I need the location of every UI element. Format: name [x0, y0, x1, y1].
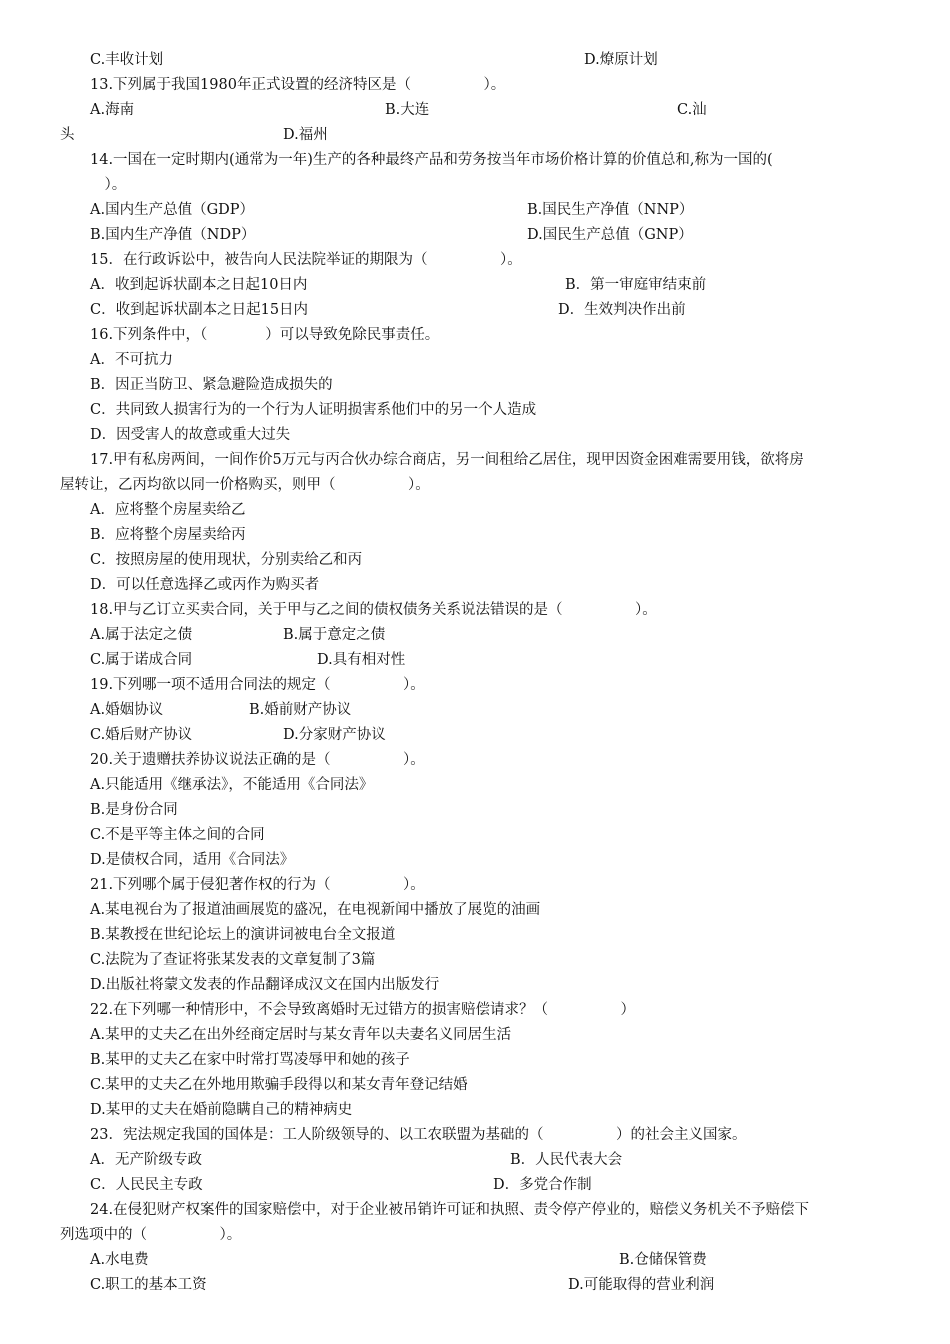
- text-line: [0, 98, 950, 122]
- text-segment: C.法院为了查证将张某发表的文章复制了3篇: [90, 952, 376, 968]
- text-line: [0, 473, 950, 497]
- text-segment: D.分家财产协议: [283, 727, 386, 743]
- text-segment: ）。: [90, 177, 127, 193]
- text-line: [0, 573, 950, 597]
- text-segment: 13.下列属于我国1980年正式设置的经济特区是（ ）。: [90, 77, 506, 93]
- text-line: [0, 498, 950, 522]
- text-segment: B.国民生产净值（NNP）: [527, 202, 694, 218]
- text-segment: B．应将整个房屋卖给丙: [90, 527, 246, 543]
- text-segment: C.职工的基本工资: [90, 1277, 207, 1293]
- text-line: [0, 998, 950, 1022]
- text-line: [0, 1273, 950, 1297]
- text-segment: B.某甲的丈夫乙在家中时常打骂凌辱甲和她的孩子: [90, 1052, 410, 1068]
- text-line: [0, 1223, 950, 1247]
- text-line: [0, 48, 950, 72]
- text-segment: D．可以任意选择乙或丙作为购买者: [90, 577, 320, 593]
- text-line: [0, 823, 950, 847]
- text-line: [0, 373, 950, 397]
- text-segment: C．人民民主专政: [90, 1177, 203, 1193]
- text-line: [0, 1048, 950, 1072]
- text-line: [0, 198, 950, 222]
- text-segment: A.水电费: [90, 1252, 149, 1268]
- text-segment: A.只能适用《继承法》，不能适用《合同法》: [90, 777, 374, 793]
- text-segment: A.某电视台为了报道油画展览的盛况，在电视新闻中播放了展览的油画: [90, 902, 541, 918]
- text-line: [0, 423, 950, 447]
- text-line: [0, 923, 950, 947]
- text-line: [0, 223, 950, 247]
- text-segment: C.婚后财产协议: [90, 727, 193, 743]
- text-segment: 列选项中的（ ）。: [60, 1227, 242, 1243]
- text-line: [0, 448, 950, 472]
- text-segment: B.仓储保管费: [619, 1252, 707, 1268]
- text-line: [0, 798, 950, 822]
- text-line: [0, 848, 950, 872]
- text-segment: A．应将整个房屋卖给乙: [90, 502, 246, 518]
- text-line: [0, 973, 950, 997]
- text-segment: B.某教授在世纪论坛上的演讲词被电台全文报道: [90, 927, 396, 943]
- text-segment: 18.甲与乙订立买卖合同，关于甲与乙之间的债权债务关系说法错误的是（ ）。: [90, 602, 657, 618]
- text-line: [0, 273, 950, 297]
- text-line: [0, 1098, 950, 1122]
- text-segment: B.婚前财产协议: [249, 702, 352, 718]
- text-line: [0, 1248, 950, 1272]
- text-segment: 23．宪法规定我国的国体是：工人阶级领导的、以工农联盟为基础的（ ）的社会主义国家。: [90, 1127, 747, 1143]
- text-segment: D.可能取得的营业利润: [568, 1277, 715, 1293]
- text-segment: C.某甲的丈夫乙在外地用欺骗手段得以和某女青年登记结婚: [90, 1077, 468, 1093]
- text-line: [0, 723, 950, 747]
- text-segment: C．收到起诉状副本之日起15日内: [90, 302, 309, 318]
- text-line: [0, 548, 950, 572]
- text-segment: D.福州: [283, 127, 328, 143]
- text-line: [0, 1023, 950, 1047]
- text-line: [0, 898, 950, 922]
- text-segment: D．生效判决作出前: [558, 302, 686, 318]
- text-line: [0, 1148, 950, 1172]
- text-line: [0, 948, 950, 972]
- text-segment: 16.下列条件中，（ ）可以导致免除民事责任。: [90, 327, 440, 343]
- text-segment: A.海南: [90, 102, 135, 118]
- text-line: [0, 773, 950, 797]
- text-segment: D．因受害人的故意或重大过失: [90, 427, 291, 443]
- text-segment: 头: [60, 127, 75, 143]
- text-segment: D.是债权合同，适用《合同法》: [90, 852, 295, 868]
- text-segment: A.国内生产总值（GDP）: [90, 202, 255, 218]
- text-segment: D.某甲的丈夫在婚前隐瞒自己的精神病史: [90, 1102, 353, 1118]
- text-segment: C.属于诺成合同: [90, 652, 193, 668]
- text-segment: 15．在行政诉讼中，被告向人民法院举证的期限为（ ）。: [90, 252, 522, 268]
- text-segment: D.出版社将蒙文发表的作品翻译成汉文在国内出版发行: [90, 977, 440, 993]
- text-segment: B．人民代表大会: [510, 1152, 623, 1168]
- text-segment: C.丰收计划: [90, 52, 164, 68]
- text-line: [0, 1123, 950, 1147]
- text-line: [0, 673, 950, 697]
- text-segment: A.某甲的丈夫乙在出外经商定居时与某女青年以夫妻名义同居生活: [90, 1027, 512, 1043]
- text-segment: 屋转让，乙丙均欲以同一价格购买，则甲（ ）。: [60, 477, 430, 493]
- text-segment: D.国民生产总值（GNP）: [527, 227, 693, 243]
- text-segment: B.是身份合同: [90, 802, 178, 818]
- text-line: [0, 1073, 950, 1097]
- text-segment: 14.一国在一定时期内(通常为一年)生产的各种最终产品和劳务按当年市场价格计算的价值总和,称为一国的(: [90, 152, 773, 168]
- text-line: [0, 148, 950, 172]
- text-line: [0, 648, 950, 672]
- text-line: [0, 248, 950, 272]
- text-segment: D．多党合作制: [493, 1177, 592, 1193]
- text-line: [0, 123, 950, 147]
- text-line: [0, 348, 950, 372]
- text-segment: 17.甲有私房两间，一间作价5万元与丙合伙办综合商店，另一间租给乙居住，现甲因资金困难需要用钱，欲将房: [90, 452, 804, 468]
- text-segment: C．共同致人损害行为的一个行为人证明损害系他们中的另一个人造成: [90, 402, 537, 418]
- text-line: [0, 623, 950, 647]
- text-line: [0, 173, 950, 197]
- text-line: [0, 523, 950, 547]
- text-segment: A.属于法定之债: [90, 627, 193, 643]
- text-segment: 19.下列哪一项不适用合同法的规定（ ）。: [90, 677, 425, 693]
- text-segment: A．无产阶级专政: [90, 1152, 202, 1168]
- text-segment: D.具有相对性: [317, 652, 406, 668]
- text-line: [0, 748, 950, 772]
- text-segment: B.国内生产净值（NDP）: [90, 227, 256, 243]
- text-segment: C.不是平等主体之间的合同: [90, 827, 265, 843]
- text-segment: C．按照房屋的使用现状，分别卖给乙和丙: [90, 552, 363, 568]
- text-segment: D.燎原计划: [584, 52, 658, 68]
- text-segment: B．因正当防卫、紧急避险造成损失的: [90, 377, 333, 393]
- text-segment: B．第一审庭审结束前: [565, 277, 707, 293]
- text-segment: A.婚姻协议: [90, 702, 164, 718]
- text-segment: 24.在侵犯财产权案件的国家赔偿中，对于企业被吊销许可证和执照、责令停产停业的，赔偿义务机关不予赔偿下: [90, 1202, 810, 1218]
- text-line: [0, 873, 950, 897]
- text-segment: 21.下列哪个属于侵犯著作权的行为（ ）。: [90, 877, 425, 893]
- text-segment: A．不可抗力: [90, 352, 173, 368]
- text-line: [0, 1173, 950, 1197]
- text-segment: B.大连: [385, 102, 430, 118]
- text-segment: 22.在下列哪一种情形中，不会导致离婚时无过错方的损害赔偿请求？（ ）: [90, 1002, 636, 1018]
- text-segment: 20.关于遗赠扶养协议说法正确的是（ ）。: [90, 752, 425, 768]
- text-segment: B.属于意定之债: [283, 627, 386, 643]
- text-segment: C.汕: [677, 102, 707, 118]
- text-line: [0, 323, 950, 347]
- text-line: [0, 598, 950, 622]
- text-line: [0, 73, 950, 97]
- text-segment: A．收到起诉状副本之日起10日内: [90, 277, 308, 293]
- text-line: [0, 398, 950, 422]
- text-line: [0, 298, 950, 322]
- text-line: [0, 1198, 950, 1222]
- text-line: [0, 698, 950, 722]
